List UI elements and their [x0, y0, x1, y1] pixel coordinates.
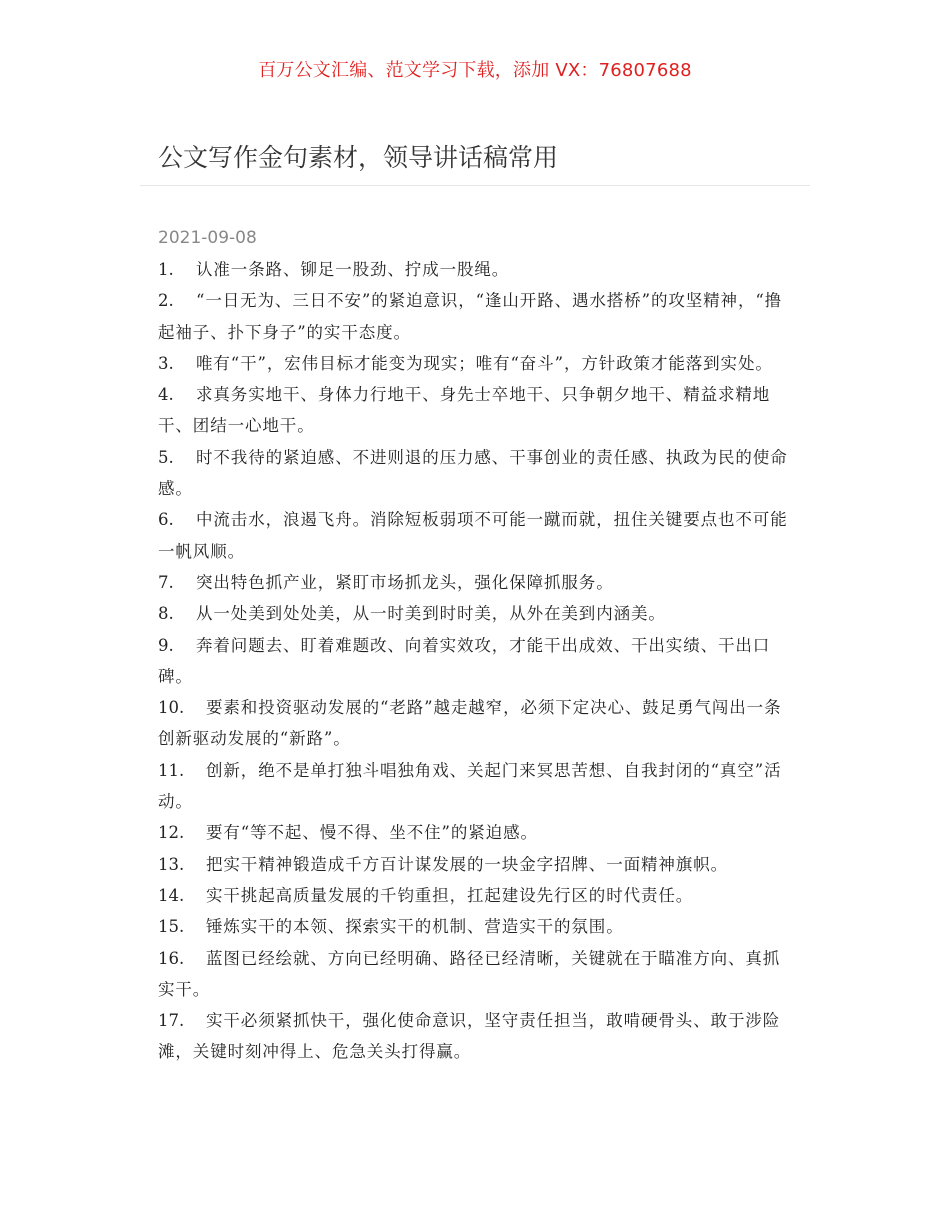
promo-banner: 百万公文汇编、范文学习下载，添加 VX：76807688	[258, 60, 692, 81]
list-item	[158, 442, 794, 505]
item-text: 创新，绝不是单打独斗唱独角戏、关起门来冥思苦想、自我封闭的“真空”活动。	[158, 760, 782, 812]
item-text: “一日无为、三日不安”的紧迫意识，“逢山开路、遇水搭桥”的攻坚精神，“撸起袖子、扑下身子”的实干态度。	[158, 291, 783, 342]
list-item	[158, 348, 794, 379]
list-item	[158, 504, 794, 567]
list-item	[158, 880, 794, 911]
item-text: 蓝图已经绘就、方向已经明确、路径已经清晰，关键就在于瞄准方向、真抓实干。	[158, 948, 781, 999]
list-item	[158, 817, 794, 848]
list-item	[158, 911, 794, 942]
item-number: 11.	[158, 760, 185, 780]
item-number: 7.	[158, 572, 174, 592]
item-number: 6.	[158, 510, 174, 530]
item-number: 9.	[158, 635, 174, 655]
item-text: 实干挑起高质量发展的千钧重担，扛起建设先行区的时代责任。	[206, 885, 694, 905]
list-item	[158, 849, 794, 880]
list-item	[158, 692, 794, 755]
quote-list	[158, 254, 794, 1068]
publish-date: 2021-09-08	[158, 228, 257, 248]
item-number: 5.	[158, 447, 174, 467]
item-number: 14.	[158, 885, 185, 905]
item-text: 突出特色抓产业，紧盯市场抓龙头，强化保障抓服务。	[196, 572, 614, 592]
item-number: 17.	[158, 1011, 185, 1031]
item-number: 8.	[158, 604, 174, 624]
item-text: 实干必须紧抓快干，强化使命意识，坚守责任担当，敢啃硬骨头、敢于涉险滩，关键时刻冲得上、危急关头打得赢。	[158, 1011, 781, 1062]
item-number: 15.	[158, 917, 185, 937]
item-number: 10.	[158, 698, 185, 718]
list-item	[158, 254, 794, 285]
item-text: 要素和投资驱动发展的“老路”越走越窄，必须下定决心、鼓足勇气闯出一条创新驱动发展的“新路”。	[158, 698, 782, 749]
item-number: 13.	[158, 854, 185, 874]
item-text: 求真务实地干、身体力行地干、身先士卒地干、只争朝夕地干、精益求精地干、团结一心地干。	[158, 385, 771, 436]
list-item	[158, 379, 794, 442]
item-number: 12.	[158, 823, 185, 843]
list-item	[158, 567, 794, 598]
list-item	[158, 285, 794, 348]
item-number: 2.	[158, 291, 174, 311]
item-text: 时不我待的紧迫感、不进则退的压力感、干事创业的责任感、执政为民的使命感。	[158, 447, 788, 499]
list-item	[158, 943, 794, 1006]
item-text: 唯有“干”，宏伟目标才能变为现实；唯有“奋斗”，方针政策才能落到实处。	[196, 353, 773, 373]
item-text: 中流击水，浪遏飞舟。消除短板弱项不可能一蹴而就，扭住关键要点也不可能一帆风顺。	[158, 510, 788, 561]
item-text: 奔着问题去、盯着难题改、向着实效攻，才能干出成效、干出实绩、干出口碑。	[158, 635, 771, 686]
list-item	[158, 1005, 794, 1068]
title-divider	[140, 185, 810, 186]
item-text: 要有“等不起、慢不得、坐不住”的紧迫感。	[206, 823, 538, 843]
item-number: 1.	[158, 260, 174, 279]
item-number: 3.	[158, 353, 174, 373]
list-item	[158, 598, 794, 629]
list-item	[158, 755, 794, 818]
item-text: 锤炼实干的本领、探索实干的机制、营造实干的氛围。	[206, 917, 624, 937]
list-item	[158, 630, 794, 693]
item-number: 4.	[158, 385, 174, 405]
item-number: 16.	[158, 948, 185, 968]
item-text: 从一处美到处处美，从一时美到时时美，从外在美到内涵美。	[196, 604, 666, 624]
item-text: 把实干精神锻造成千方百计谋发展的一块金字招牌、一面精神旗帜。	[206, 854, 728, 874]
item-text: 认准一条路、铆足一股劲、拧成一股绳。	[196, 260, 510, 279]
page-title: 公文写作金句素材，领导讲话稿常用	[158, 143, 559, 172]
